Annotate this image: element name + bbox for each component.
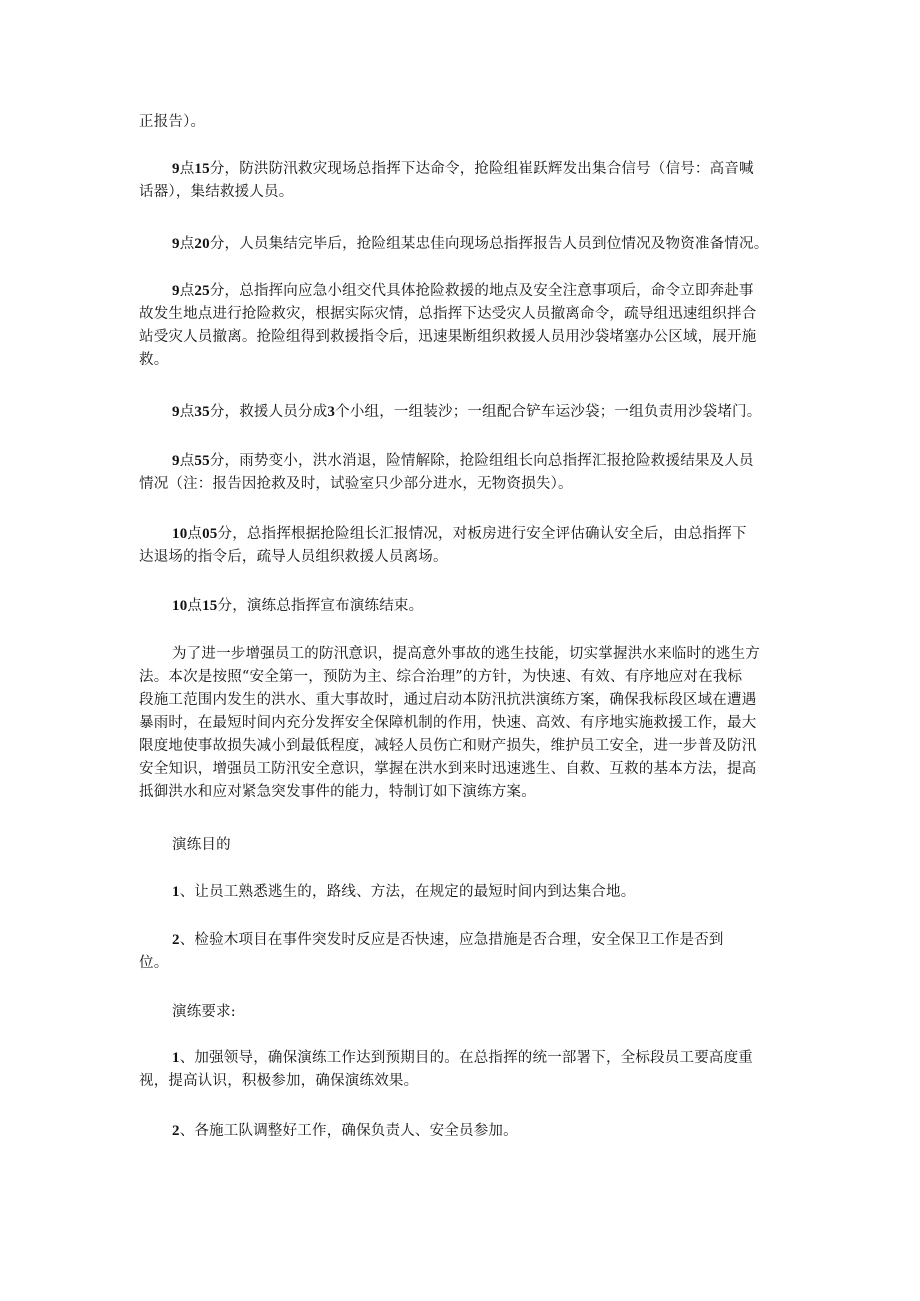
- text-line: [139, 1120, 795, 1143]
- text-line: 视，提高认识，积极参加，确保演练效果。: [139, 1073, 419, 1089]
- text-line: [139, 1047, 795, 1070]
- time-minute: 25: [194, 283, 210, 299]
- text-line: [139, 595, 795, 618]
- time-hour: 9: [172, 161, 180, 177]
- text-line: 段施工范围内发生的洪水、重大事故时，通过启动本防汛抗洪演练方案，确保我标段区域在遭遇: [139, 692, 757, 708]
- text-line: 达退场的指令后，疏导人员组织救援人员离场。: [139, 549, 448, 565]
- paragraph-0925: [139, 280, 795, 372]
- text-line: [139, 929, 795, 952]
- text-line: 法。本次是按照“安全第一，预防为主、综合治理”的方针，为快速、有效、有序地应对在我标: [139, 669, 743, 685]
- time-dian: 点: [179, 404, 195, 420]
- paragraph-1005: [139, 523, 795, 569]
- text-line: 话器），集结救援人员。: [139, 184, 294, 200]
- time-hour: 10: [172, 526, 188, 542]
- text-fragment: 、各施工队调整好工作，确保负责人、安全员参加。: [179, 1123, 518, 1139]
- time-hour: 9: [172, 453, 180, 469]
- time-dian: 点: [179, 236, 195, 252]
- text-fragment: 分，救援人员分成: [209, 404, 328, 420]
- paragraph-0955: [139, 450, 795, 496]
- time-minute: 15: [202, 598, 218, 614]
- text-line: 站受灾人员撤离。抢险组得到救援指令后，迅速果断组织救援人员用沙袋堵塞办公区域，展开施: [139, 329, 757, 345]
- text-line: 安全知识，增强员工防汛安全意识，掌握在洪水到来时迅速逃生、自救、互救的基本方法，提高: [139, 761, 757, 777]
- time-minute: 35: [194, 404, 210, 420]
- text-line: 位。: [139, 955, 169, 971]
- paragraph-0915: [139, 158, 795, 204]
- text-line: 为了进一步增强员工的防汛意识，提高意外事故的逃生技能，切实掌握洪水来临时的逃生方: [172, 646, 760, 662]
- text-line: [139, 233, 795, 256]
- paragraph-purpose-intro: [139, 643, 795, 804]
- heading-text: 演练目的: [172, 837, 231, 853]
- item-number: 1: [172, 884, 180, 900]
- paragraph-0935: [139, 401, 795, 424]
- text-line: 故发生地点进行抢险救灾，根据实际灾情，总指挥下达受灾人员撤离命令，疏导组迅速组织拌合: [139, 306, 757, 322]
- text-fragment: 分，雨势变小，洪水消退，险情解除，抢险组组长向总指挥汇报抢险救援结果及人员: [209, 453, 754, 469]
- text-line: [139, 158, 795, 181]
- paragraph-0920: [139, 233, 795, 256]
- text-line: 情况（注：报告因抢救及时，试验室只少部分进水，无物资损失）。: [139, 476, 573, 492]
- time-minute: 15: [194, 161, 210, 177]
- item-number: 2: [172, 1123, 180, 1139]
- text-line: 暴雨时，在最短时间内充分发挥安全保障机制的作用，快速、高效、有序地实施救援工作，最大: [139, 715, 757, 731]
- text-line: [139, 523, 795, 546]
- paragraph-purpose-1: [139, 881, 795, 904]
- time-minute: 55: [194, 453, 210, 469]
- time-minute: 20: [194, 236, 210, 252]
- time-hour: 9: [172, 404, 180, 420]
- item-number: 2: [172, 932, 180, 948]
- paragraph-1015: [139, 595, 795, 618]
- text-fragment: 、加强领导，确保演练工作达到预期目的。在总指挥的统一部署下，全标段员工要高度重: [179, 1050, 753, 1066]
- section-heading-requirements: [139, 1001, 795, 1024]
- text-line: 正报告）。: [139, 114, 206, 130]
- text-line: 救。: [139, 352, 169, 368]
- text-line: 抵御洪水和应对紧急突发事件的能力，特制订如下演练方案。: [139, 784, 536, 800]
- time-hour: 9: [172, 236, 180, 252]
- text-line: [139, 280, 795, 303]
- text-line: [139, 401, 795, 424]
- text-fragment: 分，总指挥根据抢险组长汇报情况，对板房进行安全评估确认安全后，由总指挥下: [217, 526, 747, 542]
- item-number: 1: [172, 1050, 180, 1066]
- paragraph-report-end: [139, 111, 795, 134]
- text-fragment: 分，演练总指挥宣布演练结束。: [217, 598, 424, 614]
- time-dian: 点: [179, 161, 195, 177]
- text-fragment: 分，防洪防汛救灾现场总指挥下达命令，抢险组崔跃辉发出集合信号（信号：高音喊: [209, 161, 754, 177]
- paragraph-requirement-1: [139, 1047, 795, 1093]
- time-dian: 点: [187, 598, 203, 614]
- section-heading-purpose: [139, 834, 795, 857]
- time-hour: 9: [172, 283, 180, 299]
- text-line: [139, 881, 795, 904]
- paragraph-purpose-2: [139, 929, 795, 975]
- time-hour: 10: [172, 598, 188, 614]
- text-fragment: 、让员工熟悉逃生的，路线、方法，在规定的最短时间内到达集合地。: [179, 884, 636, 900]
- text-fragment: 、检验木项目在事件突发时反应是否快速，应急措施是否合理，安全保卫工作是否到: [179, 932, 724, 948]
- paragraph-requirement-2: [139, 1120, 795, 1143]
- text-line: 限度地使事故损失减小到最低程度，减轻人员伤亡和财产损失，维护员工安全，进一步普及防汛: [139, 738, 757, 754]
- time-minute: 05: [202, 526, 218, 542]
- time-dian: 点: [179, 453, 195, 469]
- text-fragment: 分，人员集结完毕后，抢险组某忠佳向现场总指挥报告人员到位情况及物资准备情况。: [209, 236, 769, 252]
- time-dian: 点: [187, 526, 203, 542]
- group-count: 3: [327, 404, 336, 420]
- text-fragment: 分，总指挥向应急小组交代具体抢险救援的地点及安全注意事项后，命令立即奔赴事: [209, 283, 754, 299]
- text-fragment: 个小组，一组装沙；一组配合铲车运沙袋；一组负责用沙袋堵门。: [335, 404, 762, 420]
- time-dian: 点: [179, 283, 195, 299]
- heading-text: 演练要求:: [172, 1004, 236, 1020]
- text-line: [139, 450, 795, 473]
